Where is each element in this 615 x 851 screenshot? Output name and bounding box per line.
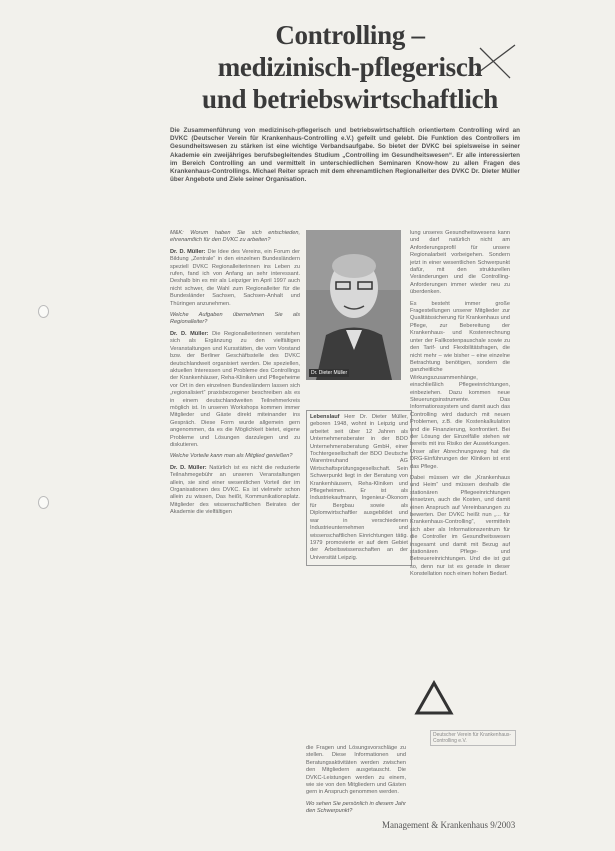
answer-lead: Dr. D. Müller: [170, 330, 209, 337]
answer-lead: Dr. D. Müller: [170, 248, 206, 255]
column-3-para-1: lung unseres Gesundheitswesens kann und darf natürlich nicht am Anforderungsprofil für unsere Regionalarbeit vorbeigehen. Sondern jetzt in einer wesentlichen Schwerpunkt dafür, mit den strukturellen Veränderungen und die Controlling-Anforderungen immer wieder neu zu überdenken. [410, 230, 510, 296]
punch-hole [38, 496, 49, 509]
punch-hole [38, 305, 49, 318]
biography-box [306, 410, 412, 566]
answer-text: Natürlich ist es nicht die reduzierte Teilnahmegebühr an unseren Veranstaltungen allein, sie sind einer wesentlichen Vorteil der im Organisationen des DVKC. Es ist vielmehr schon allein zu wissen, Das heißt, Kommunikationsplatz. Mitglieder des wissenschaftlichen Beirates der Akademie die vielfältigen [170, 464, 300, 516]
publication-footer: Management & Krankenhaus 9/2003 [382, 820, 516, 830]
headline-line-1: Controlling – [275, 20, 425, 50]
column-3 [410, 230, 510, 680]
intro-paragraph: Die Zusammenführung von medizinisch-pflegerisch und betriebswirtschaftlich orientiertem Controlling wird an DVKC (Deutscher Verein für Krankenhaus-Controlling e.V.) gefeilt und gelebt. Die Funktion des Controllers im Gesundheitswesen zu stärken ist eine wichtige Verbandsaufgabe. So bietet der DVKC bei spielsweise in seiner Akademie ein zweijähriges berufsbegleitendes Studium „Controlling im Gesundheitswesen“. Er alle interessierten im Bereich Controlling an und vermittelt in unterschiedlichen Seminaren Know-how zu allen Fragen des Krankenhaus-Controllings. Michael Reiter sprach mit dem ehrenamtlichen Regionalleiter des DVKC Dr. Dieter Müller über Angebote und Ziele seiner Organisation. [170, 127, 520, 184]
answer-text: Die Idee des Vereins, ein Forum der Bildung „Zentrale“ in den einzelnen Bundesländern speziell DVKC Regionalleiterinnen ins Leben zu rufen, fand ich von Anfang an sehr interessant. Deshalb bin es mir als Leipziger im April 1997 auch nicht schwer, die Wahl zum Regionalleiter für die Bundesländer Sachsen, Sachsen-Anhalt und Thüringen anzunehmen. [170, 248, 300, 307]
portrait-photo [306, 230, 401, 380]
headline-line-3: und betriebswirtschaftlich [202, 84, 498, 114]
answer-text: Die Regionalleiterinnen verstehen sich als Ergänzung zu den vielfältigen Veranstaltungen und Kursstätten, die vom Vorstand bzw. der Berliner Geschäftsstelle des DVKC deutschlandweit organisiert werden. Die speziellen, aktuellen Interessen und Probleme des Controllings der Krankenhäuser, Reha-Kliniken und Pflegeheime vor Ort in den einzelnen Bundesländern lassen sich „regionalisiert“ praxisbezogener beschreiben als es in einem deutschlandweiten Teilnehmerkreis möglich ist. In unseren Workshops kommen immer Mitglieder und Gäste direkt miteinander ins Gespräch. Diese Form wurde allgemein gern angenommen, da es die Möglichkeit bietet, eigene Probleme und Lösungen darzulegen und zu diskutieren. [170, 330, 300, 448]
answer-lead: Dr. D. Müller: [170, 464, 207, 471]
photo-caption: Dr. Dieter Müller [311, 370, 348, 376]
column-1 [170, 230, 300, 820]
handwritten-cross-mark [470, 40, 520, 82]
answer-1 [170, 249, 300, 308]
column-3-para-2: Es besteht immer große Fragestellungen unserer Mitglieder zur Qualitätssicherung für Krankenhaus und Pflege, zur Bebereitung der Krankenhaus- und Kostenrechnung unter der Fallkostenpauschale sowie zu den Tarif- und Flexibilitätsfragen, die nicht mehr – wie bisher – eine einzelne Betrachtung benötigen, sondern die ganzheitliche Wirkungszusammenhänge, einschließlich Pflegeeinrichtungen, einbeziehen. Dazu kommen neue Steuerungsinstrumente. Das Informationssystem und damit auch das Controlling wird dadurch mit neuen Problemen, z.B. die Kostenkalkulation und die Finanzierung, konfrontiert. Bei der Lösung der Einzelfälle stehen wir bereits mit ins Risiko der Auswirkungen. Unser aller Abrechnungsweg hat die DRG-Einführungen der Kliniken ist erst das Pflege. [410, 300, 510, 470]
question-3: Welche Vorteile kann man als Mitglied genießen? [170, 453, 293, 460]
question-1: M&K: Worum haben Sie sich entschieden, ehrenamtlich für den DVKC zu arbeiten? [170, 230, 300, 244]
bio-text: Herr Dr. Dieter Müller, geboren 1948, wohnt in Leipzig und arbeitet seit über 12 Jahren als Unternehmensberater in der BDO Unternehmensberatung GmbH, einer Tochtergesellschaft der BDO Deutsche Warentreuhand AG Wirtschaftsprüfungsgesellschaft. Sein Schwerpunkt liegt in der Beratung von Krankenhäusern, Reha-Kliniken und Pflegeheimen. Er ist als Industriekaufmann, Ingenieur-Ökonom für Bergbau sowie als Diplomwirtschaftler ausgebildet und war in verschiedenen Industrieunternehmen und wissenschaftlichen Einrichtungen tätig. 1979 promovierte er auf dem Gebiet der Arbeitswissenschaften an der Universität Leipzig. [310, 414, 408, 561]
bio-lead: Lebenslauf [310, 414, 340, 420]
headline-line-2: medizinisch-pflegerisch [217, 52, 483, 82]
column-2-bottom [306, 745, 406, 820]
answer-3 [170, 465, 300, 517]
question-2: Welche Aufgaben übernehmen Sie als Regionalleiter? [170, 312, 300, 326]
logo-caption: Deutscher Verein für Krankenhaus-Controlling e.V. [430, 730, 516, 746]
column-3-para-3: Dabei müssen wir die „Krankenhaus und Heim“ und müssen deshalb die stationären Pflegeeinrichtungen einsetzen, auch die Kosten, und damit einen Anspruch auf Vereinbarungen zu bewerten. Der DVKC heißt nun „... für Krankenhaus-Controlling“, vermitteln sich aber als Informationszentrum für die Controller im Gesundheitswesen insgesamt und damit mit Bezug auf stationären Pflege- und Betreuereinrichtungen. Und die ist gut so, denn nur ist es gerade in dieser Konstellation noch einen hohen Bedarf. [410, 475, 510, 578]
dvkc-logo-triangle [414, 680, 454, 716]
question-4: Wo sehen Sie persönlich in diesem Jahr den Schwerpunkt? [306, 800, 406, 815]
answer-2 [170, 331, 300, 450]
column-2-text: die Fragen und Lösungsvorschläge zu stellen. Diese Informationen und Beratungsaktivitäten werden zwischen den Mitgliedern ausgetauscht. Die DVKC-Leistungen werden zu einem, wie sie von den Mitgliedern und Gästen gern in Anspruch genommen werden. [306, 745, 406, 796]
